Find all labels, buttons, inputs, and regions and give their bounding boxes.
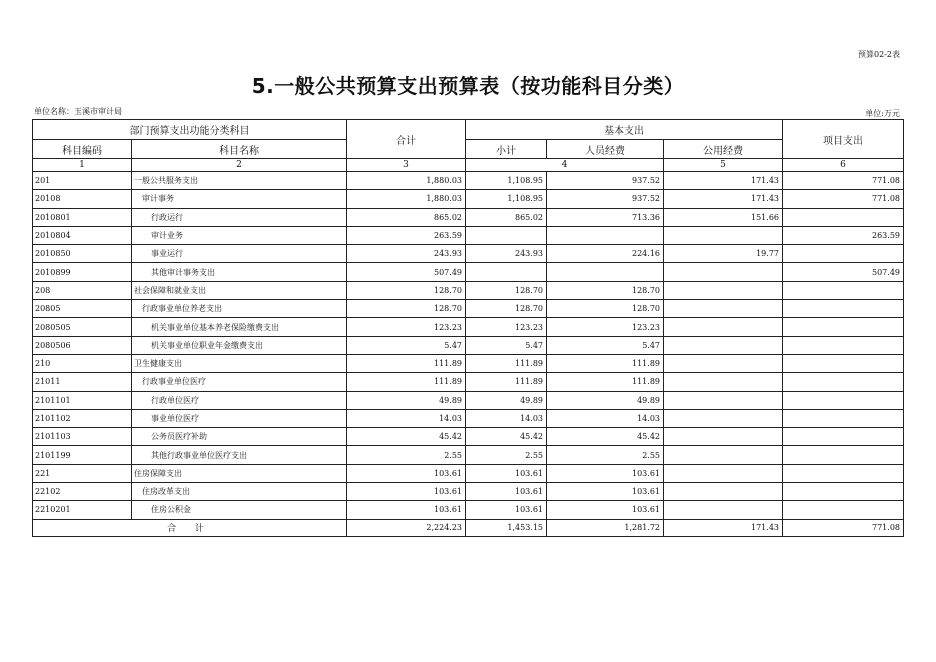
name-cell: 行政事业单位医疗 (132, 373, 347, 391)
subtotal-cell: 243.93 (466, 245, 547, 263)
table-row (33, 373, 904, 391)
table-row (33, 190, 904, 208)
subtotal-cell: 1,108.95 (466, 172, 547, 190)
personnel-cell: 111.89 (547, 373, 664, 391)
header-function-category: 部门预算支出功能分类科目 (33, 120, 347, 140)
header-index: 4 (466, 159, 664, 172)
project-cell (783, 464, 904, 482)
personnel-cell: 111.89 (547, 354, 664, 372)
total-cell: 128.70 (347, 281, 466, 299)
subtotal-cell: 128.70 (466, 281, 547, 299)
table-row (33, 391, 904, 409)
total-cell: 865.02 (347, 208, 466, 226)
public-cell (664, 446, 783, 464)
public-cell (664, 391, 783, 409)
name-cell: 住房改革支出 (132, 483, 347, 501)
public-cell (664, 464, 783, 482)
subtotal-cell: 111.89 (466, 373, 547, 391)
project-cell (783, 501, 904, 519)
personnel-cell: 14.03 (547, 409, 664, 427)
page-title: 5.一般公共预算支出预算表（按功能科目分类） (251, 74, 685, 98)
total-cell: 45.42 (347, 428, 466, 446)
name-cell: 行政运行 (132, 208, 347, 226)
table-row (33, 428, 904, 446)
table-row (33, 245, 904, 263)
header-personnel: 人员经费 (547, 140, 664, 159)
total-cell: 103.61 (347, 483, 466, 501)
table-code: 预算02-2表 (858, 50, 900, 59)
total-cell: 263.59 (347, 226, 466, 244)
total-label: 合 计 (33, 519, 347, 536)
project-cell (783, 446, 904, 464)
header-public: 公用经费 (664, 140, 783, 159)
name-cell: 事业单位医疗 (132, 409, 347, 427)
code-cell: 20805 (33, 300, 132, 318)
public-cell: 171.43 (664, 190, 783, 208)
name-cell: 公务员医疗补助 (132, 428, 347, 446)
total-pub-cell: 171.43 (664, 519, 783, 536)
name-cell: 一般公共服务支出 (132, 172, 347, 190)
total-sub-cell: 1,453.15 (466, 519, 547, 536)
total-cell: 14.03 (347, 409, 466, 427)
code-cell: 21011 (33, 373, 132, 391)
name-cell: 行政单位医疗 (132, 391, 347, 409)
total-cell: 243.93 (347, 245, 466, 263)
name-cell: 住房公积金 (132, 501, 347, 519)
subtotal-cell: 14.03 (466, 409, 547, 427)
header-index: 5 (664, 159, 783, 172)
total-cell: 111.89 (347, 354, 466, 372)
subtotal-cell (466, 263, 547, 281)
subtotal-cell: 2.55 (466, 446, 547, 464)
table-row (33, 354, 904, 372)
project-cell (783, 373, 904, 391)
total-cell: 1,880.03 (347, 190, 466, 208)
total-cell: 111.89 (347, 373, 466, 391)
project-cell (783, 208, 904, 226)
table-row (33, 281, 904, 299)
total-cell: 2.55 (347, 446, 466, 464)
personnel-cell: 713.36 (547, 208, 664, 226)
project-cell: 771.08 (783, 172, 904, 190)
public-cell (664, 409, 783, 427)
header-index: 3 (347, 159, 466, 172)
public-cell (664, 336, 783, 354)
personnel-cell: 49.89 (547, 391, 664, 409)
subtotal-cell: 103.61 (466, 483, 547, 501)
table-row (33, 501, 904, 519)
personnel-cell: 5.47 (547, 336, 664, 354)
total-cell: 5.47 (347, 336, 466, 354)
subtotal-cell: 128.70 (466, 300, 547, 318)
code-cell: 20108 (33, 190, 132, 208)
name-cell: 机关事业单位职业年金缴费支出 (132, 336, 347, 354)
personnel-cell: 224.16 (547, 245, 664, 263)
public-cell (664, 263, 783, 281)
public-cell (664, 373, 783, 391)
personnel-cell: 123.23 (547, 318, 664, 336)
subtotal-cell: 123.23 (466, 318, 547, 336)
total-cell: 123.23 (347, 318, 466, 336)
table-row (33, 336, 904, 354)
public-cell (664, 501, 783, 519)
subtotal-cell: 865.02 (466, 208, 547, 226)
header-subject-code: 科目编码 (33, 140, 132, 159)
table-row (33, 409, 904, 427)
personnel-cell (547, 226, 664, 244)
header-index: 2 (132, 159, 347, 172)
project-cell (783, 483, 904, 501)
name-cell: 行政事业单位养老支出 (132, 300, 347, 318)
code-cell: 201 (33, 172, 132, 190)
total-cell: 128.70 (347, 300, 466, 318)
name-cell: 卫生健康支出 (132, 354, 347, 372)
currency-unit: 单位:万元 (865, 109, 900, 118)
total-cell: 507.49 (347, 263, 466, 281)
code-cell: 2010804 (33, 226, 132, 244)
subtotal-cell: 1,108.95 (466, 190, 547, 208)
code-cell: 2101101 (33, 391, 132, 409)
table-row (33, 318, 904, 336)
header-index: 6 (783, 159, 904, 172)
project-cell: 263.59 (783, 226, 904, 244)
table-row (33, 300, 904, 318)
personnel-cell: 103.61 (547, 501, 664, 519)
personnel-cell: 937.52 (547, 172, 664, 190)
total-total-cell: 2,224.23 (347, 519, 466, 536)
personnel-cell: 128.70 (547, 281, 664, 299)
public-cell (664, 300, 783, 318)
header-basic-expenditure: 基本支出 (466, 120, 783, 140)
subtotal-cell (466, 226, 547, 244)
personnel-cell: 103.61 (547, 464, 664, 482)
name-cell: 审计事务 (132, 190, 347, 208)
project-cell (783, 281, 904, 299)
total-cell: 1,880.03 (347, 172, 466, 190)
code-cell: 2080505 (33, 318, 132, 336)
table-body (33, 172, 904, 537)
project-cell (783, 300, 904, 318)
public-cell (664, 318, 783, 336)
code-cell: 2210201 (33, 501, 132, 519)
project-cell (783, 354, 904, 372)
code-cell: 2010899 (33, 263, 132, 281)
code-cell: 2080506 (33, 336, 132, 354)
total-proj-cell: 771.08 (783, 519, 904, 536)
project-cell (783, 336, 904, 354)
code-cell: 210 (33, 354, 132, 372)
code-cell: 221 (33, 464, 132, 482)
total-cell: 49.89 (347, 391, 466, 409)
code-cell: 22102 (33, 483, 132, 501)
personnel-cell: 103.61 (547, 483, 664, 501)
personnel-cell: 128.70 (547, 300, 664, 318)
table-row (33, 263, 904, 281)
public-cell (664, 483, 783, 501)
public-cell (664, 281, 783, 299)
subtotal-cell: 5.47 (466, 336, 547, 354)
code-cell: 2010801 (33, 208, 132, 226)
table-row (33, 464, 904, 482)
header-index: 1 (33, 159, 132, 172)
public-cell: 151.66 (664, 208, 783, 226)
budget-table (32, 119, 904, 537)
name-cell: 机关事业单位基本养老保险缴费支出 (132, 318, 347, 336)
code-cell: 2101103 (33, 428, 132, 446)
header-project-expenditure: 项目支出 (783, 120, 904, 159)
project-cell: 771.08 (783, 190, 904, 208)
personnel-cell: 2.55 (547, 446, 664, 464)
project-cell: 507.49 (783, 263, 904, 281)
code-cell: 2101199 (33, 446, 132, 464)
total-pers-cell: 1,281.72 (547, 519, 664, 536)
subtotal-cell: 103.61 (466, 501, 547, 519)
table-row (33, 226, 904, 244)
header-subtotal: 小计 (466, 140, 547, 159)
name-cell: 其他审计事务支出 (132, 263, 347, 281)
total-row (33, 519, 904, 536)
project-cell (783, 391, 904, 409)
public-cell (664, 354, 783, 372)
table-row (33, 483, 904, 501)
name-cell: 审计业务 (132, 226, 347, 244)
personnel-cell: 45.42 (547, 428, 664, 446)
personnel-cell (547, 263, 664, 281)
code-cell: 2010850 (33, 245, 132, 263)
header-subject-name: 科目名称 (132, 140, 347, 159)
subtotal-cell: 45.42 (466, 428, 547, 446)
name-cell: 社会保障和就业支出 (132, 281, 347, 299)
name-cell: 其他行政事业单位医疗支出 (132, 446, 347, 464)
project-cell (783, 245, 904, 263)
project-cell (783, 318, 904, 336)
name-cell: 事业运行 (132, 245, 347, 263)
total-cell: 103.61 (347, 464, 466, 482)
table-row (33, 446, 904, 464)
project-cell (783, 428, 904, 446)
public-cell (664, 428, 783, 446)
total-cell: 103.61 (347, 501, 466, 519)
header-total: 合计 (347, 120, 466, 159)
table-row (33, 172, 904, 190)
code-cell: 208 (33, 281, 132, 299)
table-row (33, 208, 904, 226)
subtotal-cell: 103.61 (466, 464, 547, 482)
subtotal-cell: 111.89 (466, 354, 547, 372)
code-cell: 2101102 (33, 409, 132, 427)
public-cell: 171.43 (664, 172, 783, 190)
project-cell (783, 409, 904, 427)
unit-name: 单位名称：玉溪市审计局 (34, 107, 122, 116)
public-cell (664, 226, 783, 244)
public-cell: 19.77 (664, 245, 783, 263)
name-cell: 住房保障支出 (132, 464, 347, 482)
personnel-cell: 937.52 (547, 190, 664, 208)
subtotal-cell: 49.89 (466, 391, 547, 409)
